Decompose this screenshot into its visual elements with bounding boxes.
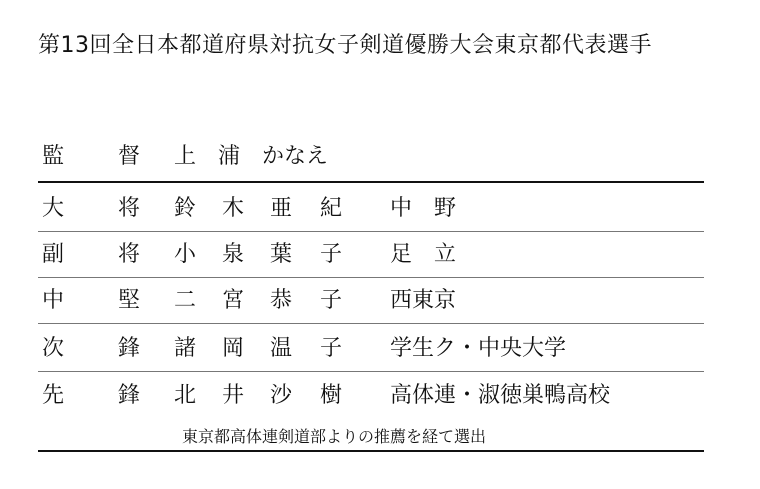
player-name-char: 亜	[270, 196, 293, 221]
player-name-char: 泉	[222, 242, 245, 267]
player-row	[0, 379, 760, 413]
player-name-char: 葉	[270, 242, 293, 267]
coach-position-char-1: 監	[42, 144, 65, 169]
coach-name: 上 浦 かなえ	[174, 144, 329, 169]
player-position-char-2: 将	[118, 196, 141, 221]
player-affiliation: 西東京	[390, 288, 457, 313]
player-position-char-2: 堅	[118, 288, 141, 313]
row-divider	[38, 323, 704, 324]
player-name-char: 二	[174, 288, 197, 313]
player-name-char: 子	[320, 288, 343, 313]
player-name-char: 子	[320, 242, 343, 267]
player-row	[0, 284, 760, 318]
header-rule	[38, 181, 704, 183]
bottom-rule	[38, 450, 704, 452]
player-name-char: 宮	[222, 288, 245, 313]
player-affiliation: 高体連・淑徳巣鴨高校	[390, 383, 611, 408]
page-title: 第13回全日本都道府県対抗女子剣道優勝大会東京都代表選手	[38, 33, 652, 58]
player-name-char: 北	[174, 383, 197, 408]
player-name-char: 樹	[320, 383, 343, 408]
player-name-char: 紀	[320, 196, 343, 221]
player-position-char-1: 副	[42, 242, 65, 267]
player-name-char: 井	[222, 383, 245, 408]
player-row	[0, 192, 760, 226]
player-affiliation: 学生ク・中央大学	[390, 336, 567, 361]
player-position-char-1: 大	[42, 196, 65, 221]
row-divider	[38, 231, 704, 232]
player-name-char: 諸	[174, 336, 197, 361]
player-position-char-2: 鋒	[118, 336, 141, 361]
player-name-char: 恭	[270, 288, 293, 313]
player-affiliation: 中 野	[390, 196, 457, 221]
player-position-char-1: 先	[42, 383, 65, 408]
player-name-char: 子	[320, 336, 343, 361]
player-row	[0, 238, 760, 272]
player-name-char: 沙	[270, 383, 293, 408]
player-position-char-1: 次	[42, 336, 65, 361]
player-name-char: 鈴	[174, 196, 197, 221]
player-position-char-2: 将	[118, 242, 141, 267]
player-name-char: 岡	[222, 336, 245, 361]
player-name-char: 木	[222, 196, 245, 221]
player-position-char-2: 鋒	[118, 383, 141, 408]
player-affiliation: 足 立	[390, 242, 457, 267]
row-divider	[38, 277, 704, 278]
player-row	[0, 332, 760, 366]
player-name-char: 温	[270, 336, 293, 361]
row-divider	[38, 371, 704, 372]
player-position-char-1: 中	[42, 288, 65, 313]
coach-position-char-2: 督	[118, 144, 141, 169]
coach-row	[0, 140, 760, 174]
player-name-char: 小	[174, 242, 197, 267]
footnote: 東京都高体連剣道部よりの推薦を経て選出	[182, 427, 487, 446]
